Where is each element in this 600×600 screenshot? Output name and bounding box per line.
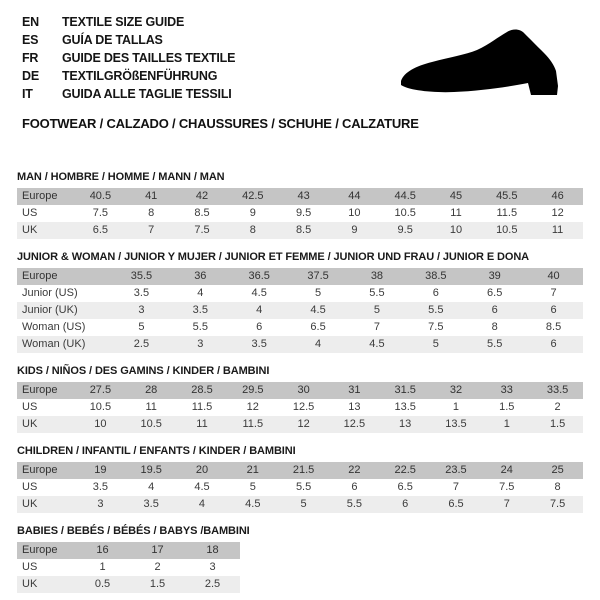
size-value: 32 <box>431 382 482 399</box>
size-value: 1.5 <box>130 576 185 593</box>
size-value: 6.5 <box>465 285 524 302</box>
size-value: 11.5 <box>227 416 278 433</box>
table-row <box>17 319 583 336</box>
size-value: 12 <box>532 205 583 222</box>
size-value: 29.5 <box>227 382 278 399</box>
size-table <box>17 542 240 593</box>
size-value: 7 <box>126 222 177 239</box>
section-title: JUNIOR & WOMAN / JUNIOR Y MUJER / JUNIOR ET FEMME / JUNIOR UND FRAU / JUNIOR E DONA <box>17 251 530 263</box>
language-code: EN <box>22 15 39 29</box>
size-value: 33.5 <box>532 382 583 399</box>
size-value: 5.5 <box>465 336 524 353</box>
size-value: 11 <box>126 399 177 416</box>
size-value: 3 <box>75 496 126 513</box>
table-row <box>17 542 240 559</box>
size-value: 11.5 <box>481 205 532 222</box>
size-value: 5 <box>227 479 278 496</box>
size-value: 5 <box>278 496 329 513</box>
size-value: 3.5 <box>112 285 171 302</box>
size-value: 40.5 <box>75 188 126 205</box>
size-value: 6.5 <box>380 479 431 496</box>
table-row <box>17 416 583 433</box>
row-label: US <box>17 399 75 416</box>
size-value: 10 <box>431 222 482 239</box>
size-table <box>17 188 583 239</box>
size-value: 12 <box>227 399 278 416</box>
row-label: Woman (US) <box>17 319 112 336</box>
size-value: 8 <box>126 205 177 222</box>
size-value: 7 <box>481 496 532 513</box>
size-value: 21 <box>227 462 278 479</box>
row-label: Europe <box>17 382 75 399</box>
table-row <box>17 462 583 479</box>
size-value: 5.5 <box>348 285 407 302</box>
size-value: 19 <box>75 462 126 479</box>
size-value: 20 <box>177 462 228 479</box>
size-value: 13.5 <box>431 416 482 433</box>
size-value: 6 <box>329 479 380 496</box>
size-value: 5.5 <box>406 302 465 319</box>
size-value: 17 <box>130 542 185 559</box>
size-value: 5.5 <box>278 479 329 496</box>
size-value: 18 <box>185 542 240 559</box>
size-value: 46 <box>532 188 583 205</box>
size-value: 11 <box>431 205 482 222</box>
shoe-icon <box>394 28 584 104</box>
row-label: Europe <box>17 542 75 559</box>
size-value: 25 <box>532 462 583 479</box>
table-row <box>17 576 240 593</box>
size-value: 33 <box>481 382 532 399</box>
size-value: 6 <box>465 302 524 319</box>
row-label: Junior (UK) <box>17 302 112 319</box>
table-row <box>17 285 583 302</box>
size-value: 5.5 <box>329 496 380 513</box>
size-value: 36 <box>171 268 230 285</box>
size-value: 31.5 <box>380 382 431 399</box>
size-value: 8 <box>532 479 583 496</box>
size-value: 3 <box>185 559 240 576</box>
size-section <box>17 364 583 433</box>
size-value: 6.5 <box>431 496 482 513</box>
size-value: 2.5 <box>185 576 240 593</box>
size-value: 10.5 <box>75 399 126 416</box>
language-label: GUIDE DES TAILLES TEXTILE <box>62 51 236 65</box>
size-value: 4 <box>177 496 228 513</box>
size-value: 22 <box>329 462 380 479</box>
size-value: 35.5 <box>112 268 171 285</box>
size-value: 10 <box>75 416 126 433</box>
size-value: 45 <box>431 188 482 205</box>
size-value: 13.5 <box>380 399 431 416</box>
size-value: 2.5 <box>112 336 171 353</box>
size-section <box>17 524 583 593</box>
table-row <box>17 479 583 496</box>
size-value: 28.5 <box>177 382 228 399</box>
size-table <box>17 462 583 513</box>
row-label: US <box>17 205 75 222</box>
size-value: 8.5 <box>524 319 583 336</box>
table-row <box>17 188 583 205</box>
size-value: 6 <box>524 336 583 353</box>
section-title: CHILDREN / INFANTIL / ENFANTS / KINDER / BAMBINI <box>17 445 296 457</box>
size-value: 10.5 <box>380 205 431 222</box>
size-value: 8 <box>465 319 524 336</box>
row-label: Woman (UK) <box>17 336 112 353</box>
section-title: KIDS / NIÑOS / DES GAMINS / KINDER / BAMBINI <box>17 365 270 377</box>
size-value: 9.5 <box>278 205 329 222</box>
size-value: 30 <box>278 382 329 399</box>
size-value: 3.5 <box>230 336 289 353</box>
size-value: 1 <box>481 416 532 433</box>
size-section <box>17 170 583 239</box>
row-label: UK <box>17 576 75 593</box>
table-row <box>17 382 583 399</box>
size-value: 10 <box>329 205 380 222</box>
size-value: 8 <box>227 222 278 239</box>
size-value: 7 <box>524 285 583 302</box>
size-value: 4.5 <box>289 302 348 319</box>
size-section <box>17 250 583 353</box>
size-value: 8.5 <box>278 222 329 239</box>
size-value: 1 <box>431 399 482 416</box>
size-value: 1 <box>75 559 130 576</box>
size-value: 5 <box>348 302 407 319</box>
size-value: 5 <box>406 336 465 353</box>
size-value: 10.5 <box>126 416 177 433</box>
row-label: UK <box>17 416 75 433</box>
language-label: GUIDA ALLE TAGLIE TESSILI <box>62 87 232 101</box>
size-value: 7.5 <box>481 479 532 496</box>
size-value: 12.5 <box>278 399 329 416</box>
language-label: TEXTILGRÖßENFÜHRUNG <box>62 69 218 83</box>
size-value: 11.5 <box>177 399 228 416</box>
row-label: US <box>17 479 75 496</box>
table-row <box>17 222 583 239</box>
size-value: 7.5 <box>406 319 465 336</box>
language-code: DE <box>22 69 39 83</box>
size-value: 6 <box>406 285 465 302</box>
guide-header <box>0 0 600 132</box>
size-value: 3 <box>112 302 171 319</box>
language-code: IT <box>22 87 33 101</box>
size-value: 2 <box>130 559 185 576</box>
row-label: Europe <box>17 268 112 285</box>
row-label: US <box>17 559 75 576</box>
size-table <box>17 268 583 353</box>
row-label: UK <box>17 222 75 239</box>
size-value: 4.5 <box>227 496 278 513</box>
size-value: 0.5 <box>75 576 130 593</box>
size-value: 38 <box>348 268 407 285</box>
language-label: GUÍA DE TALLAS <box>62 33 163 47</box>
size-value: 6.5 <box>75 222 126 239</box>
size-value: 6.5 <box>289 319 348 336</box>
table-row <box>17 496 583 513</box>
size-value: 5 <box>112 319 171 336</box>
row-label: UK <box>17 496 75 513</box>
size-value: 21.5 <box>278 462 329 479</box>
size-value: 44 <box>329 188 380 205</box>
size-value: 9 <box>227 205 278 222</box>
size-value: 9.5 <box>380 222 431 239</box>
size-value: 12.5 <box>329 416 380 433</box>
size-value: 8.5 <box>177 205 228 222</box>
size-value: 4.5 <box>177 479 228 496</box>
size-value: 13 <box>329 399 380 416</box>
category-line: FOOTWEAR / CALZADO / CHAUSSURES / SCHUHE / CALZATURE <box>22 116 419 131</box>
size-value: 7 <box>431 479 482 496</box>
section-title: BABIES / BEBÉS / BÉBÉS / BABYS /BAMBINI <box>17 525 250 537</box>
size-value: 40 <box>524 268 583 285</box>
size-value: 6 <box>380 496 431 513</box>
size-value: 7.5 <box>532 496 583 513</box>
size-value: 7.5 <box>177 222 228 239</box>
table-row <box>17 399 583 416</box>
size-value: 5 <box>289 285 348 302</box>
size-value: 44.5 <box>380 188 431 205</box>
size-value: 6 <box>524 302 583 319</box>
language-label: TEXTILE SIZE GUIDE <box>62 15 185 29</box>
size-sections <box>0 170 600 593</box>
size-value: 28 <box>126 382 177 399</box>
size-value: 42.5 <box>227 188 278 205</box>
size-value: 37.5 <box>289 268 348 285</box>
size-value: 7 <box>348 319 407 336</box>
size-value: 24 <box>481 462 532 479</box>
size-value: 6 <box>230 319 289 336</box>
size-value: 4 <box>171 285 230 302</box>
language-code: FR <box>22 51 39 65</box>
size-value: 7.5 <box>75 205 126 222</box>
size-value: 10.5 <box>481 222 532 239</box>
size-value: 11 <box>532 222 583 239</box>
size-value: 42 <box>177 188 228 205</box>
size-value: 12 <box>278 416 329 433</box>
size-value: 43 <box>278 188 329 205</box>
section-title: MAN / HOMBRE / HOMME / MANN / MAN <box>17 171 225 183</box>
size-value: 13 <box>380 416 431 433</box>
size-value: 4 <box>289 336 348 353</box>
table-row <box>17 336 583 353</box>
size-value: 1.5 <box>481 399 532 416</box>
size-value: 41 <box>126 188 177 205</box>
size-value: 36.5 <box>230 268 289 285</box>
language-code: ES <box>22 33 39 47</box>
size-value: 22.5 <box>380 462 431 479</box>
table-row <box>17 268 583 285</box>
size-value: 27.5 <box>75 382 126 399</box>
table-row <box>17 302 583 319</box>
size-value: 45.5 <box>481 188 532 205</box>
size-value: 4 <box>126 479 177 496</box>
size-value: 19.5 <box>126 462 177 479</box>
size-section <box>17 444 583 513</box>
size-value: 39 <box>465 268 524 285</box>
size-value: 4.5 <box>230 285 289 302</box>
size-value: 31 <box>329 382 380 399</box>
size-value: 2 <box>532 399 583 416</box>
size-value: 4.5 <box>348 336 407 353</box>
size-value: 38.5 <box>406 268 465 285</box>
size-value: 11 <box>177 416 228 433</box>
size-value: 1.5 <box>532 416 583 433</box>
size-value: 5.5 <box>171 319 230 336</box>
row-label: Junior (US) <box>17 285 112 302</box>
table-row <box>17 205 583 222</box>
size-value: 9 <box>329 222 380 239</box>
size-value: 3.5 <box>171 302 230 319</box>
size-value: 3.5 <box>126 496 177 513</box>
size-value: 3.5 <box>75 479 126 496</box>
size-value: 3 <box>171 336 230 353</box>
row-label: Europe <box>17 462 75 479</box>
row-label: Europe <box>17 188 75 205</box>
size-value: 16 <box>75 542 130 559</box>
size-value: 23.5 <box>431 462 482 479</box>
table-row <box>17 559 240 576</box>
size-table <box>17 382 583 433</box>
size-value: 4 <box>230 302 289 319</box>
